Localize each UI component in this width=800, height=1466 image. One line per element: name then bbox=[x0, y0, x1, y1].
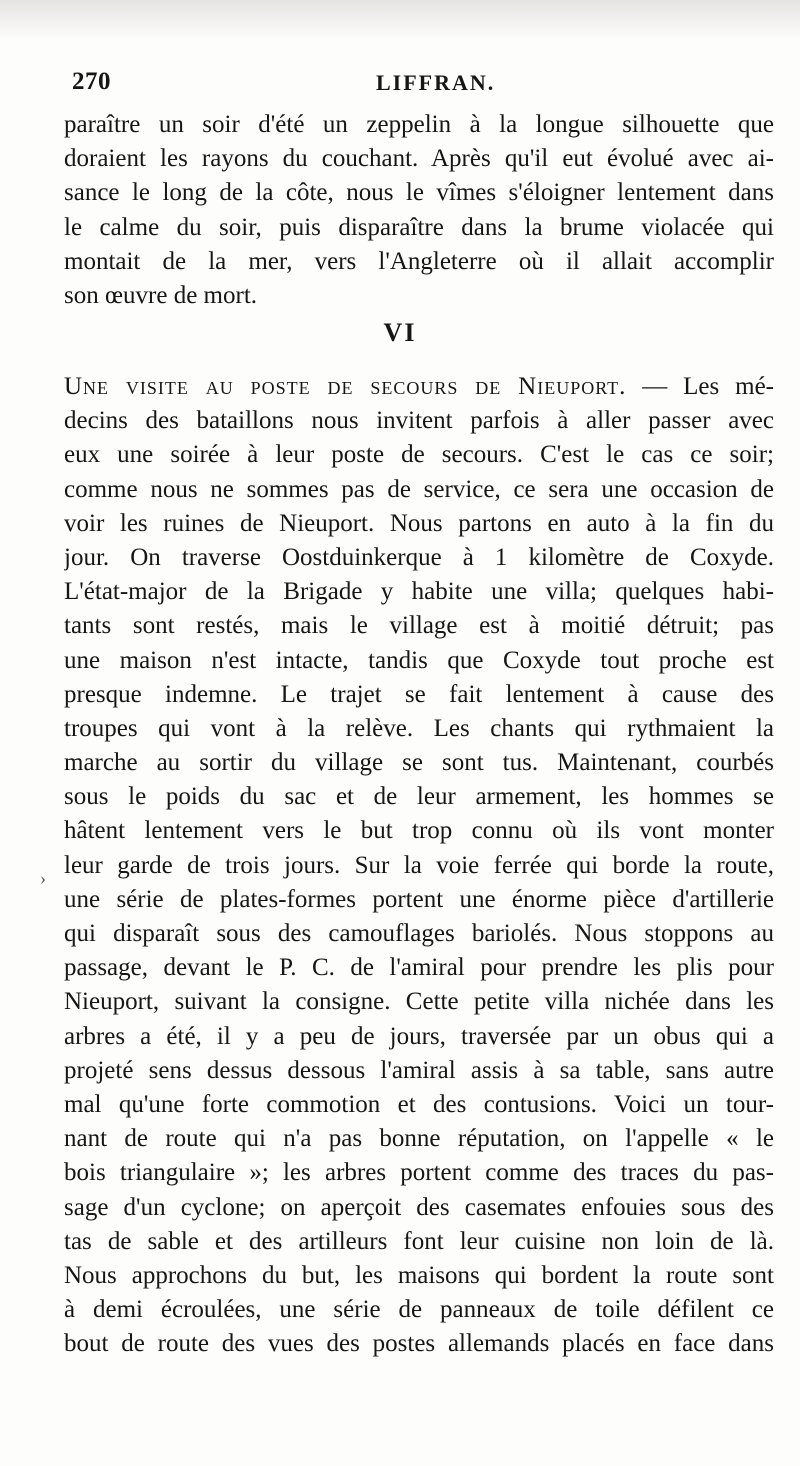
text-line: mal qu'une forte commotion et des contusions. Voici un tour- bbox=[64, 1090, 774, 1118]
text-line: presque indemne. Le trajet se fait lentement à cause des bbox=[64, 680, 774, 708]
text-line: doraient les rayons du couchant. Après qu'il eut évolué avec ai- bbox=[64, 145, 774, 173]
text-line: tas de sable et des artilleurs font leur cuisine non loin de là. bbox=[64, 1227, 774, 1255]
text-line: troupes qui vont à la relève. Les chants qui rythmaient la bbox=[64, 714, 774, 742]
text-line: à demi écroulées, une série de panneaux de toile défilent ce bbox=[64, 1296, 774, 1324]
text-line: bout de route des vues des postes allemands placés en face dans bbox=[64, 1330, 774, 1358]
text-line: Nous approchons du but, les maisons qui bordent la route sont bbox=[64, 1261, 774, 1289]
margin-mark: › bbox=[40, 868, 46, 888]
section-heading: VI bbox=[383, 318, 417, 347]
text-line: une maison n'est intacte, tandis que Coxyde tout proche est bbox=[64, 646, 774, 674]
text-line: voir les ruines de Nieuport. Nous partons en auto à la fin du bbox=[64, 509, 774, 537]
text-line: son œuvre de mort. bbox=[64, 281, 258, 309]
page-number: 270 bbox=[72, 68, 111, 95]
text-line: paraître un soir d'été un zeppelin à la longue silhouette que bbox=[64, 111, 774, 138]
text-line: arbres a été, il y a peu de jours, traversée par un obus qui a bbox=[64, 1022, 774, 1050]
text-line: sance le long de la côte, nous le vîmes s'éloigner lentement dans bbox=[64, 179, 774, 207]
text-line: le calme du soir, puis disparaître dans la brume violacée qui bbox=[64, 213, 774, 241]
text-line: marche au sortir du village se sont tus. Maintenant, courbés bbox=[64, 749, 774, 777]
section-title-dash: — bbox=[642, 373, 668, 400]
text-line: leur garde de trois jours. Sur la voie ferrée qui borde la route, bbox=[64, 851, 774, 879]
text-line: jour. On traverse Oostduinkerque à 1 kilomètre de Coxyde. bbox=[64, 543, 774, 571]
text-line: sage d'un cyclone; on aperçoit des casemates enfouies sous des bbox=[64, 1193, 774, 1221]
text-line: montait de la mer, vers l'Angleterre où il allait accomplir bbox=[64, 247, 774, 275]
text-line: projeté sens dessus dessous l'amiral assis à sa table, sans autre bbox=[64, 1056, 774, 1084]
text-line: sous le poids du sac et de leur armement, les hommes se bbox=[64, 783, 774, 811]
text-line: Nieuport, suivant la consigne. Cette petite villa nichée dans les bbox=[64, 988, 774, 1016]
scan-edge-shadow bbox=[0, 0, 800, 40]
text-line: tants sont restés, mais le village est à moitié détruit; pas bbox=[64, 612, 774, 640]
text-line: qui disparaît sous des camouflages bariolés. Nous stoppons au bbox=[64, 920, 774, 947]
page-header bbox=[0, 64, 800, 104]
running-head: LIFFRAN. bbox=[376, 70, 496, 95]
text-line: passage, devant le P. C. de l'amiral pour prendre les plis pour bbox=[64, 954, 774, 982]
text-line: comme nous ne sommes pas de service, ce sera une occasion de bbox=[64, 475, 774, 503]
section-title-line bbox=[64, 370, 774, 404]
paragraph-section-vi bbox=[64, 370, 774, 1361]
text-line: L'état-major de la Brigade y habite une villa; quelques habi- bbox=[64, 578, 774, 606]
paragraph-continued bbox=[64, 108, 774, 313]
section-title: Une visite au poste de secours de Nieuport. bbox=[64, 373, 627, 400]
text-fragment: Les mé- bbox=[683, 373, 774, 400]
text-line: hâtent lentement vers le but trop connu où ils vont monter bbox=[64, 817, 774, 845]
text-line: eux une soirée à leur poste de secours. C'est le cas ce soir; bbox=[64, 441, 774, 469]
text-line: bois triangulaire »; les arbres portent comme des traces du pas- bbox=[64, 1159, 774, 1187]
text-line: nant de route qui n'a pas bonne réputation, on l'appelle « le bbox=[64, 1125, 774, 1153]
text-line: une série de plates-formes portent une énorme pièce d'artillerie bbox=[64, 885, 774, 913]
text-line: decins des bataillons nous invitent parfois à aller passer avec bbox=[64, 407, 774, 435]
